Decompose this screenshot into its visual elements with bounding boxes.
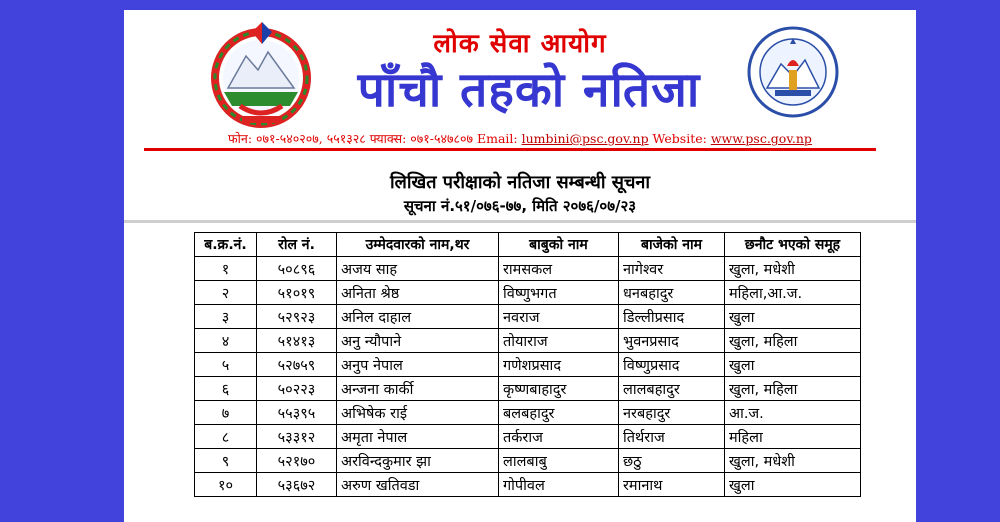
cell-group: महिला,आ.ज. xyxy=(725,281,861,305)
table-row xyxy=(195,329,861,353)
email-link[interactable]: lumbini@psc.gov.np xyxy=(521,131,649,146)
cell-father: तोयाराज xyxy=(499,329,619,353)
cell-serial: १० xyxy=(195,473,257,497)
cell-group: खुला, महिला xyxy=(725,377,861,401)
cell-grandfather: विष्णुप्रसाद xyxy=(619,353,725,377)
cell-group: खुला, महिला xyxy=(725,329,861,353)
table-row xyxy=(195,449,861,473)
table-row xyxy=(195,377,861,401)
table-row xyxy=(195,401,861,425)
cell-group: खुला xyxy=(725,473,861,497)
header-group: छनौट भएको समूह xyxy=(725,233,861,257)
org-name: लोक सेवा आयोग xyxy=(433,29,607,59)
cell-serial: १ xyxy=(195,257,257,281)
header-roll: रोल नं. xyxy=(257,233,337,257)
cell-grandfather: छठु xyxy=(619,449,725,473)
cell-father: नवराज xyxy=(499,305,619,329)
cell-group: खुला, मधेशी xyxy=(725,449,861,473)
cell-grandfather: नरबहादुर xyxy=(619,401,725,425)
results-table xyxy=(194,232,861,497)
cell-roll: ५३३१२ xyxy=(257,425,337,449)
cell-serial: ९ xyxy=(195,449,257,473)
cell-serial: ५ xyxy=(195,353,257,377)
cell-father: तर्कराज xyxy=(499,425,619,449)
cell-group: आ.ज. xyxy=(725,401,861,425)
notice-title: लिखित परीक्षाको नतिजा सम्बन्धी सूचना xyxy=(389,172,651,193)
cell-father: रामसकल xyxy=(499,257,619,281)
table-row xyxy=(195,257,861,281)
cell-name: अमृता नेपाल xyxy=(337,425,499,449)
cell-serial: ३ xyxy=(195,305,257,329)
cell-group: खुला xyxy=(725,305,861,329)
cell-grandfather: नागेश्वर xyxy=(619,257,725,281)
cell-grandfather: धनबहादुर xyxy=(619,281,725,305)
result-title: पाँचौ तहको नतिजा xyxy=(357,62,701,118)
cell-grandfather: भुवनप्रसाद xyxy=(619,329,725,353)
cell-roll: ५२१७० xyxy=(257,449,337,473)
cell-father: गोपीवल xyxy=(499,473,619,497)
header-grandfather-name: बाजेको नाम xyxy=(619,233,725,257)
cell-roll: ५२७५९ xyxy=(257,353,337,377)
cell-father: लालबाबु xyxy=(499,449,619,473)
header-divider xyxy=(144,148,876,151)
results-table-wrap xyxy=(194,232,861,497)
table-row xyxy=(195,281,861,305)
letterhead xyxy=(124,10,916,223)
cell-father: बलबहादुर xyxy=(499,401,619,425)
cell-serial: २ xyxy=(195,281,257,305)
cell-name: अरुण खतिवडा xyxy=(337,473,499,497)
header-serial: ब.क्र.नं. xyxy=(195,233,257,257)
cell-roll: ५१०१९ xyxy=(257,281,337,305)
cell-roll: ५५३९५ xyxy=(257,401,337,425)
contact-prefix: फोन: ०७१-५४०२०७, ५५१३२८ फ्याक्स: ०७१-५४७८०७ Email: xyxy=(228,131,522,146)
table-row xyxy=(195,305,861,329)
cell-name: अभिषेक राई xyxy=(337,401,499,425)
cell-roll: ५२९२३ xyxy=(257,305,337,329)
notice-number: सूचना नं.५१/०७६-७७, मिति २०७६/०७/२३ xyxy=(403,197,637,215)
website-link[interactable]: www.psc.gov.np xyxy=(710,131,812,146)
cell-grandfather: लालबहादुर xyxy=(619,377,725,401)
table-row xyxy=(195,473,861,497)
cell-father: गणेशप्रसाद xyxy=(499,353,619,377)
cell-roll: ५०८९६ xyxy=(257,257,337,281)
cell-serial: ७ xyxy=(195,401,257,425)
cell-group: खुला xyxy=(725,353,861,377)
contact-line xyxy=(124,130,916,147)
cell-roll: ५३६७२ xyxy=(257,473,337,497)
cell-name: अजय साह xyxy=(337,257,499,281)
header-candidate-name: उम्मेदवारको नाम,थर xyxy=(337,233,499,257)
cell-group: महिला xyxy=(725,425,861,449)
cell-grandfather: तिर्थराज xyxy=(619,425,725,449)
header-father-name: बाबुको नाम xyxy=(499,233,619,257)
cell-name: अनिल दाहाल xyxy=(337,305,499,329)
cell-name: अनुप नेपाल xyxy=(337,353,499,377)
cell-name: अरविन्दकुमार झा xyxy=(337,449,499,473)
cell-roll: ५०२२३ xyxy=(257,377,337,401)
website-prefix: Website: xyxy=(648,131,711,146)
cell-serial: ४ xyxy=(195,329,257,353)
cell-name: अनिता श्रेष्ठ xyxy=(337,281,499,305)
table-row xyxy=(195,353,861,377)
table-header-row xyxy=(195,233,861,257)
cell-name: अन्जना कार्की xyxy=(337,377,499,401)
cell-roll: ५१४१३ xyxy=(257,329,337,353)
cell-serial: ८ xyxy=(195,425,257,449)
notice-page xyxy=(124,10,916,522)
cell-grandfather: डिल्लीप्रसाद xyxy=(619,305,725,329)
cell-serial: ६ xyxy=(195,377,257,401)
cell-name: अनु न्यौपाने xyxy=(337,329,499,353)
cell-group: खुला, मधेशी xyxy=(725,257,861,281)
cell-grandfather: रमानाथ xyxy=(619,473,725,497)
cell-father: विष्णुभगत xyxy=(499,281,619,305)
cell-father: कृष्णबाहादुर xyxy=(499,377,619,401)
psc-logo-icon xyxy=(747,26,839,118)
table-row xyxy=(195,425,861,449)
